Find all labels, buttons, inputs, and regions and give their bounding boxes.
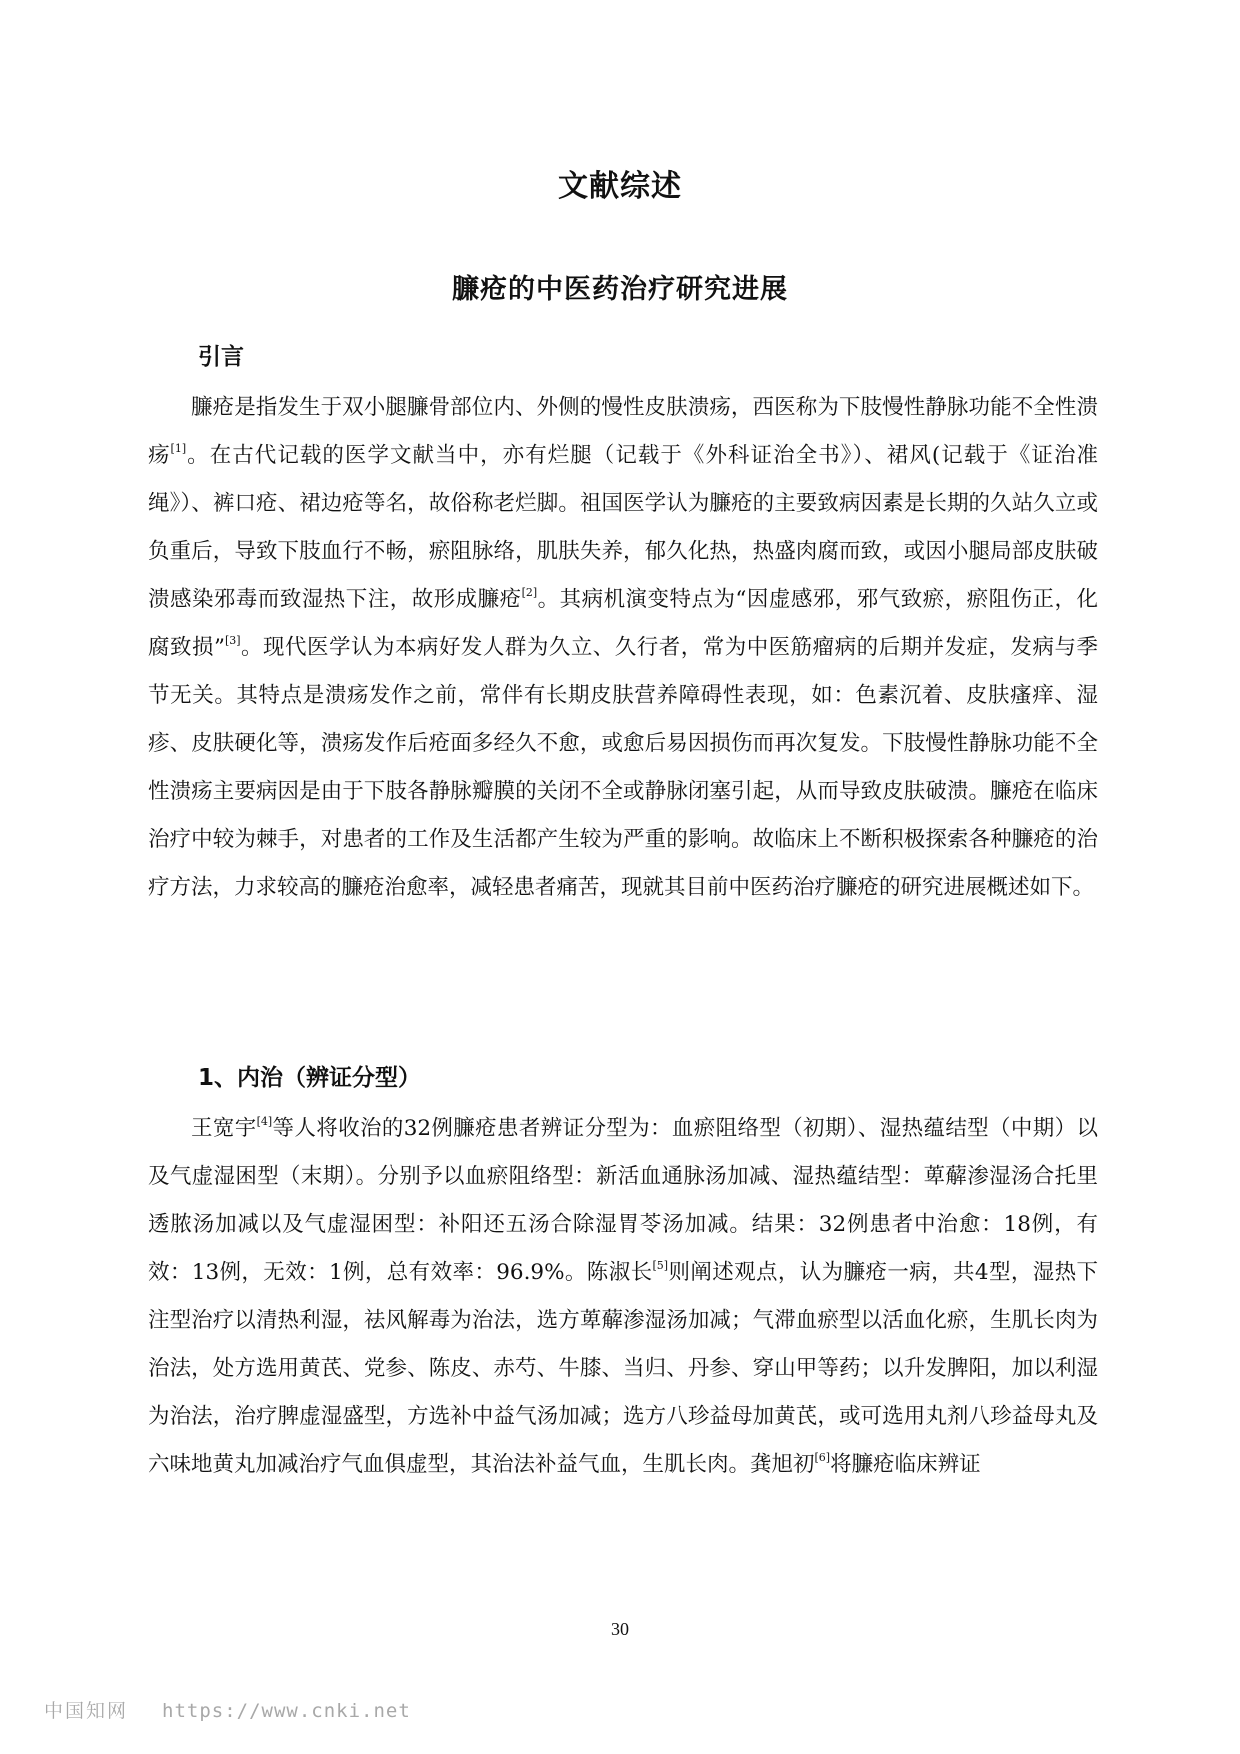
page-number: 30 [611, 1619, 629, 1639]
citation-ref: [2] [521, 585, 538, 599]
watermark-site-name: 中国知网 [44, 1700, 129, 1722]
paragraph-text: 等人将收治的32例臁疮患者辨证分型为：血瘀阻络型（初期）、湿热蕴结型（中期）以及气虚湿困型（末期）。分别予以血瘀阻络型：新活血通脉汤加减、湿热蕴结型：萆薢渗湿汤合托里透脓汤加减以及气虚湿困型：补阳还五汤合除湿胃苓汤加减。结果：32例患者中治愈：18例，有效：13例，无效：1例，总有效率：96.9%。陈淑长 [148, 1116, 1098, 1285]
paragraph-text: 。其病机演变特点为“因虚感邪，邪气致瘀，瘀阻伤正，化腐致损” [148, 587, 1098, 660]
paragraph-text: 则阐述观点，认为臁疮一病，共4型，湿热下注型治疗以清热利湿，祛风解毒为治法，选方萆薢渗湿汤加减；气滞血瘀型以活血化瘀，生肌长肉为治法，处方选用黄芪、党参、陈皮、赤芍、牛膝、当归、丹参、穿山甲等药；以升发脾阳，加以利湿为治法，治疗脾虚湿盛型，方选补中益气汤加减；选方八珍益母加黄芪，或可选用丸剂八珍益母丸及六味地黄丸加减治疗气血俱虚型，其治法补益气血，生肌长肉。龚旭初 [148, 1260, 1099, 1477]
watermark-footer [44, 1697, 411, 1725]
citation-ref: [5] [652, 1258, 669, 1272]
section1-heading: 1、内治（辨证分型） [198, 1065, 422, 1091]
article-title: 臁疮的中医药治疗研究进展 [452, 274, 788, 305]
citation-ref: [6] [814, 1450, 831, 1464]
citation-ref: [4] [256, 1114, 273, 1128]
watermark-url: https://www.cnki.net [162, 1700, 411, 1722]
paragraph-text: 。在古代记载的医学文献当中，亦有烂腿（记载于《外科证治全书》）、裙风(记载于《证治准绳》）、裤口疮、裙边疮等名，故俗称老烂脚。祖国医学认为臁疮的主要致病因素是长期的久站久立或负重后，导致下肢血行不畅，瘀阻脉络，肌肤失养，郁久化热，热盛肉腐而致，或因小腿局部皮肤破溃感染邪毒而致湿热下注，故形成臁疮 [148, 443, 1098, 612]
paragraph-text: 。现代医学认为本病好发人群为久立、久行者，常为中医筋瘤病的后期并发症，发病与季节无关。其特点是溃疡发作之前，常伴有长期皮肤营养障碍性表现，如：色素沉着、皮肤瘙痒、湿疹、皮肤硬化等，溃疡发作后疮面多经久不愈，或愈后易因损伤而再次复发。下肢慢性静脉功能不全性溃疡主要病因是由于下肢各静脉瓣膜的关闭不全或静脉闭塞引起，从而导致皮肤破溃。臁疮在临床治疗中较为棘手，对患者的工作及生活都产生较为严重的影响。故临床上不断积极探索各种臁疮的治疗方法，力求较高的臁疮治愈率，减轻患者痛苦，现就其目前中医药治疗臁疮的研究进展概述如下。 [148, 635, 1098, 900]
section-title: 文献综述 [558, 169, 682, 204]
intro-heading: 引言 [198, 344, 244, 370]
paragraph-text: 臁疮是指发生于双小腿臁骨部位内、外侧的慢性皮肤溃疡，西医称为下肢慢性静脉功能不全性溃疡 [148, 395, 1098, 468]
intro-paragraph [148, 384, 1098, 912]
paragraph-text: 将臁疮临床辨证 [830, 1452, 981, 1477]
citation-ref: [1] [170, 441, 187, 455]
citation-ref: [3] [224, 633, 241, 647]
paragraph-text: 王宽宇 [191, 1116, 257, 1141]
section1-paragraph [148, 1105, 1098, 1489]
